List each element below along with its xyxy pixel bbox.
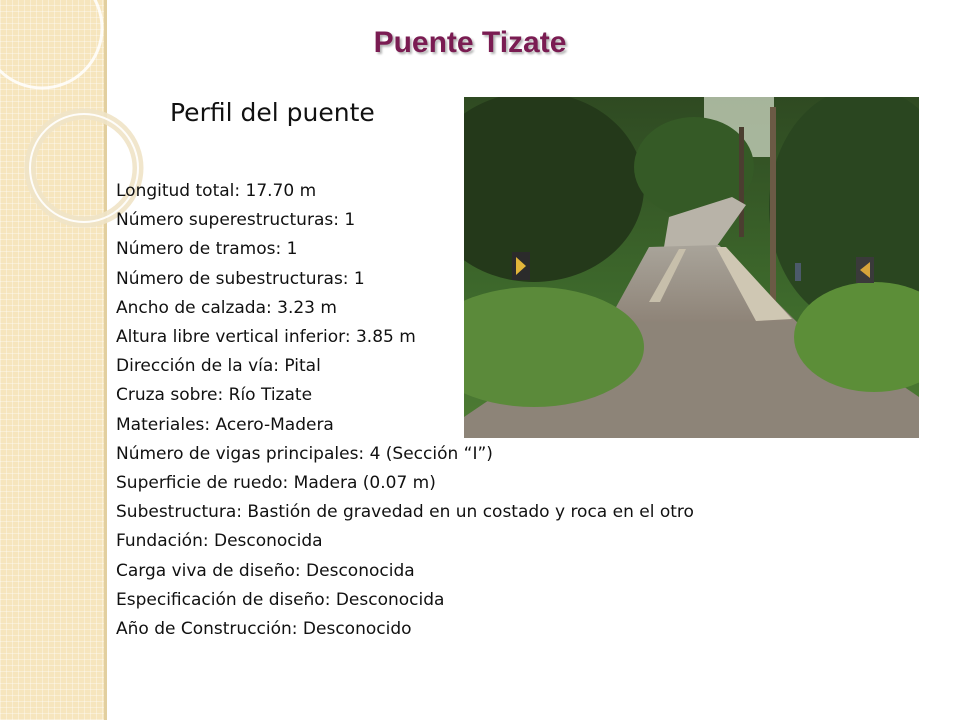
spec-item: Número superestructuras: 1 bbox=[116, 210, 356, 231]
spec-item: Fundación: Desconocida bbox=[116, 531, 323, 552]
spec-item: Carga viva de diseño: Desconocida bbox=[116, 560, 415, 581]
slide-title: Puente Tizate bbox=[373, 26, 567, 59]
spec-item: Número de tramos: 1 bbox=[116, 239, 298, 260]
specification-list bbox=[116, 177, 694, 644]
photo-tree-trunk bbox=[770, 107, 776, 327]
spec-item: Cruza sobre: Río Tizate bbox=[116, 385, 313, 406]
photo-person bbox=[795, 263, 801, 281]
spec-item: Superficie de ruedo: Madera (0.07 m) bbox=[116, 473, 436, 494]
spec-item: Número de vigas principales: 4 (Sección “I”) bbox=[116, 443, 493, 464]
spec-item: Subestructura: Bastión de gravedad en un costado y roca en el otro bbox=[116, 502, 694, 523]
spec-item: Altura libre vertical inferior: 3.85 m bbox=[116, 327, 416, 348]
photo-tree-trunk-2 bbox=[739, 127, 744, 237]
spec-item: Año de Construcción: Desconocido bbox=[116, 619, 412, 640]
slide-subtitle: Perfil del puente bbox=[170, 98, 375, 127]
spec-item: Longitud total: 17.70 m bbox=[116, 181, 317, 201]
spec-item: Ancho de calzada: 3.23 m bbox=[116, 297, 337, 318]
spec-item: Materiales: Acero-Madera bbox=[116, 414, 334, 435]
spec-item: Dirección de la vía: Pital bbox=[116, 356, 321, 377]
spec-item: Número de subestructuras: 1 bbox=[116, 268, 365, 289]
spec-item: Especificación de diseño: Desconocida bbox=[116, 589, 445, 610]
